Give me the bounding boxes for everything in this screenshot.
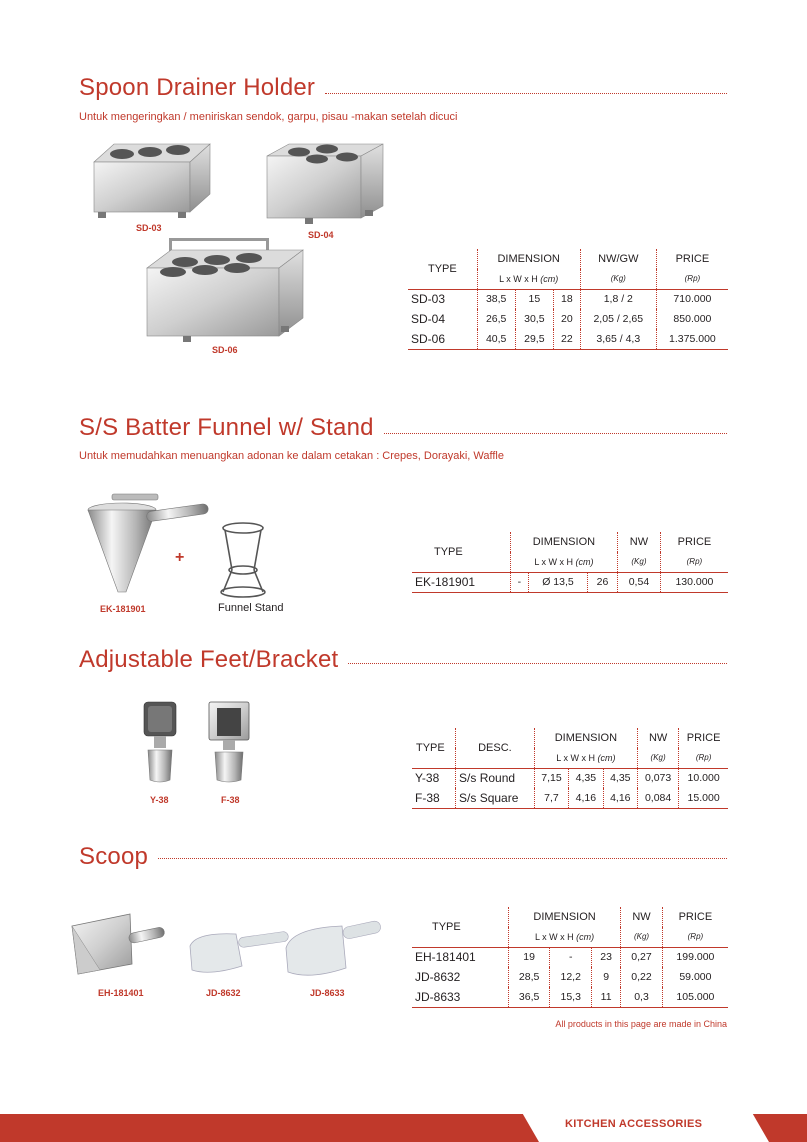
col-price-unit: (Rp) <box>656 269 728 289</box>
sd-04-caption: SD-04 <box>308 230 334 240</box>
jd-8632-image <box>186 926 290 978</box>
col-price-unit: (Rp) <box>679 748 728 768</box>
col-weight: NW/GW <box>580 249 656 269</box>
col-weight-unit: (Kg) <box>580 269 656 289</box>
col-dimension: DIMENSION <box>510 532 617 552</box>
spoon-title-rule <box>325 93 727 94</box>
col-type: TYPE <box>432 920 461 933</box>
funnel-title: S/S Batter Funnel w/ Stand <box>79 414 374 441</box>
spoon-spec-table <box>408 249 728 350</box>
col-weight: NW <box>618 532 661 552</box>
col-dimension: DIMENSION <box>534 728 637 748</box>
table-row: Y-38 S/s Round 7,15 4,35 4,35 0,073 10.000 <box>412 768 728 788</box>
col-dimension: DIMENSION <box>477 249 580 269</box>
eh-181401-image <box>70 912 166 978</box>
table-row: JD-8633 36,5 15,3 11 0,3 105.000 <box>412 987 728 1007</box>
spoon-title: Spoon Drainer Holder <box>79 74 316 101</box>
table-row: F-38 S/s Square 7,7 4,16 4,16 0,084 15.000 <box>412 788 728 808</box>
table-row: EK-181901 - Ø 13,5 26 0,54 130.000 <box>412 572 728 592</box>
y-38-caption: Y-38 <box>150 795 169 805</box>
col-type: TYPE <box>416 741 445 754</box>
col-weight-unit: (Kg) <box>621 927 663 947</box>
f-38-caption: F-38 <box>221 795 240 805</box>
sd-04-image <box>265 140 385 228</box>
sd-03-image <box>92 140 212 220</box>
table-row: EH-181401 19 - 23 0,27 199.000 <box>412 947 728 967</box>
funnel-stand-image <box>218 520 268 600</box>
made-in-note: All products in this page are made in China <box>555 1019 727 1029</box>
col-dimension-sub: L x W x H (cm) <box>477 269 580 289</box>
funnel-spec-table <box>412 532 728 593</box>
table-row: JD-8632 28,5 12,2 9 0,22 59.000 <box>412 967 728 987</box>
ek-181901-image <box>82 490 212 600</box>
funnel-title-rule <box>384 433 727 434</box>
col-price: PRICE <box>660 532 728 552</box>
sd-03-caption: SD-03 <box>136 223 162 233</box>
col-dimension-sub: L x W x H (cm) <box>534 748 637 768</box>
scoop-spec-table <box>412 907 728 1008</box>
table-row: SD-06 40,5 29,5 22 3,65 / 4,3 1.375.000 <box>408 329 728 349</box>
col-price: PRICE <box>679 728 728 748</box>
col-price: PRICE <box>656 249 728 269</box>
col-weight-unit: (Kg) <box>637 748 678 768</box>
col-dimension-sub: L x W x H (cm) <box>510 552 617 572</box>
eh-181401-caption: EH-181401 <box>98 988 144 998</box>
sd-06-caption: SD-06 <box>212 345 238 355</box>
jd-8633-image <box>282 916 382 982</box>
jd-8632-caption: JD-8632 <box>206 988 241 998</box>
spoon-subtitle: Untuk mengeringkan / meniriskan sendok, garpu, pisau -makan setelah dicuci <box>79 111 458 123</box>
col-price-unit: (Rp) <box>662 927 728 947</box>
col-desc: DESC. <box>456 728 535 768</box>
col-dimension-sub: L x W x H (cm) <box>508 927 620 947</box>
table-row: SD-04 26,5 30,5 20 2,05 / 2,65 850.000 <box>408 309 728 329</box>
f-38-image <box>205 698 253 786</box>
scoop-title-rule <box>158 858 727 859</box>
feet-spec-table <box>412 728 728 809</box>
col-price-unit: (Rp) <box>660 552 728 572</box>
y-38-image <box>138 698 182 786</box>
col-weight: NW <box>621 907 663 927</box>
col-weight: NW <box>637 728 678 748</box>
plus-sign: + <box>175 549 185 566</box>
funnel-stand-caption: Funnel Stand <box>218 602 284 614</box>
ek-181901-caption: EK-181901 <box>100 604 146 614</box>
funnel-subtitle: Untuk memudahkan menuangkan adonan ke dalam cetakan : Crepes, Dorayaki, Waffle <box>79 450 504 462</box>
footer-label: KITCHEN ACCESSORIES <box>565 1118 703 1130</box>
col-dimension: DIMENSION <box>508 907 620 927</box>
feet-title-rule <box>348 663 727 664</box>
col-price: PRICE <box>662 907 728 927</box>
feet-title: Adjustable Feet/Bracket <box>79 646 339 673</box>
col-type: TYPE <box>428 262 457 275</box>
col-weight-unit: (Kg) <box>618 552 661 572</box>
sd-06-image <box>145 236 305 344</box>
jd-8633-caption: JD-8633 <box>310 988 345 998</box>
table-row: SD-03 38,5 15 18 1,8 / 2 710.000 <box>408 289 728 309</box>
scoop-title: Scoop <box>79 843 149 870</box>
col-type: TYPE <box>434 545 463 558</box>
